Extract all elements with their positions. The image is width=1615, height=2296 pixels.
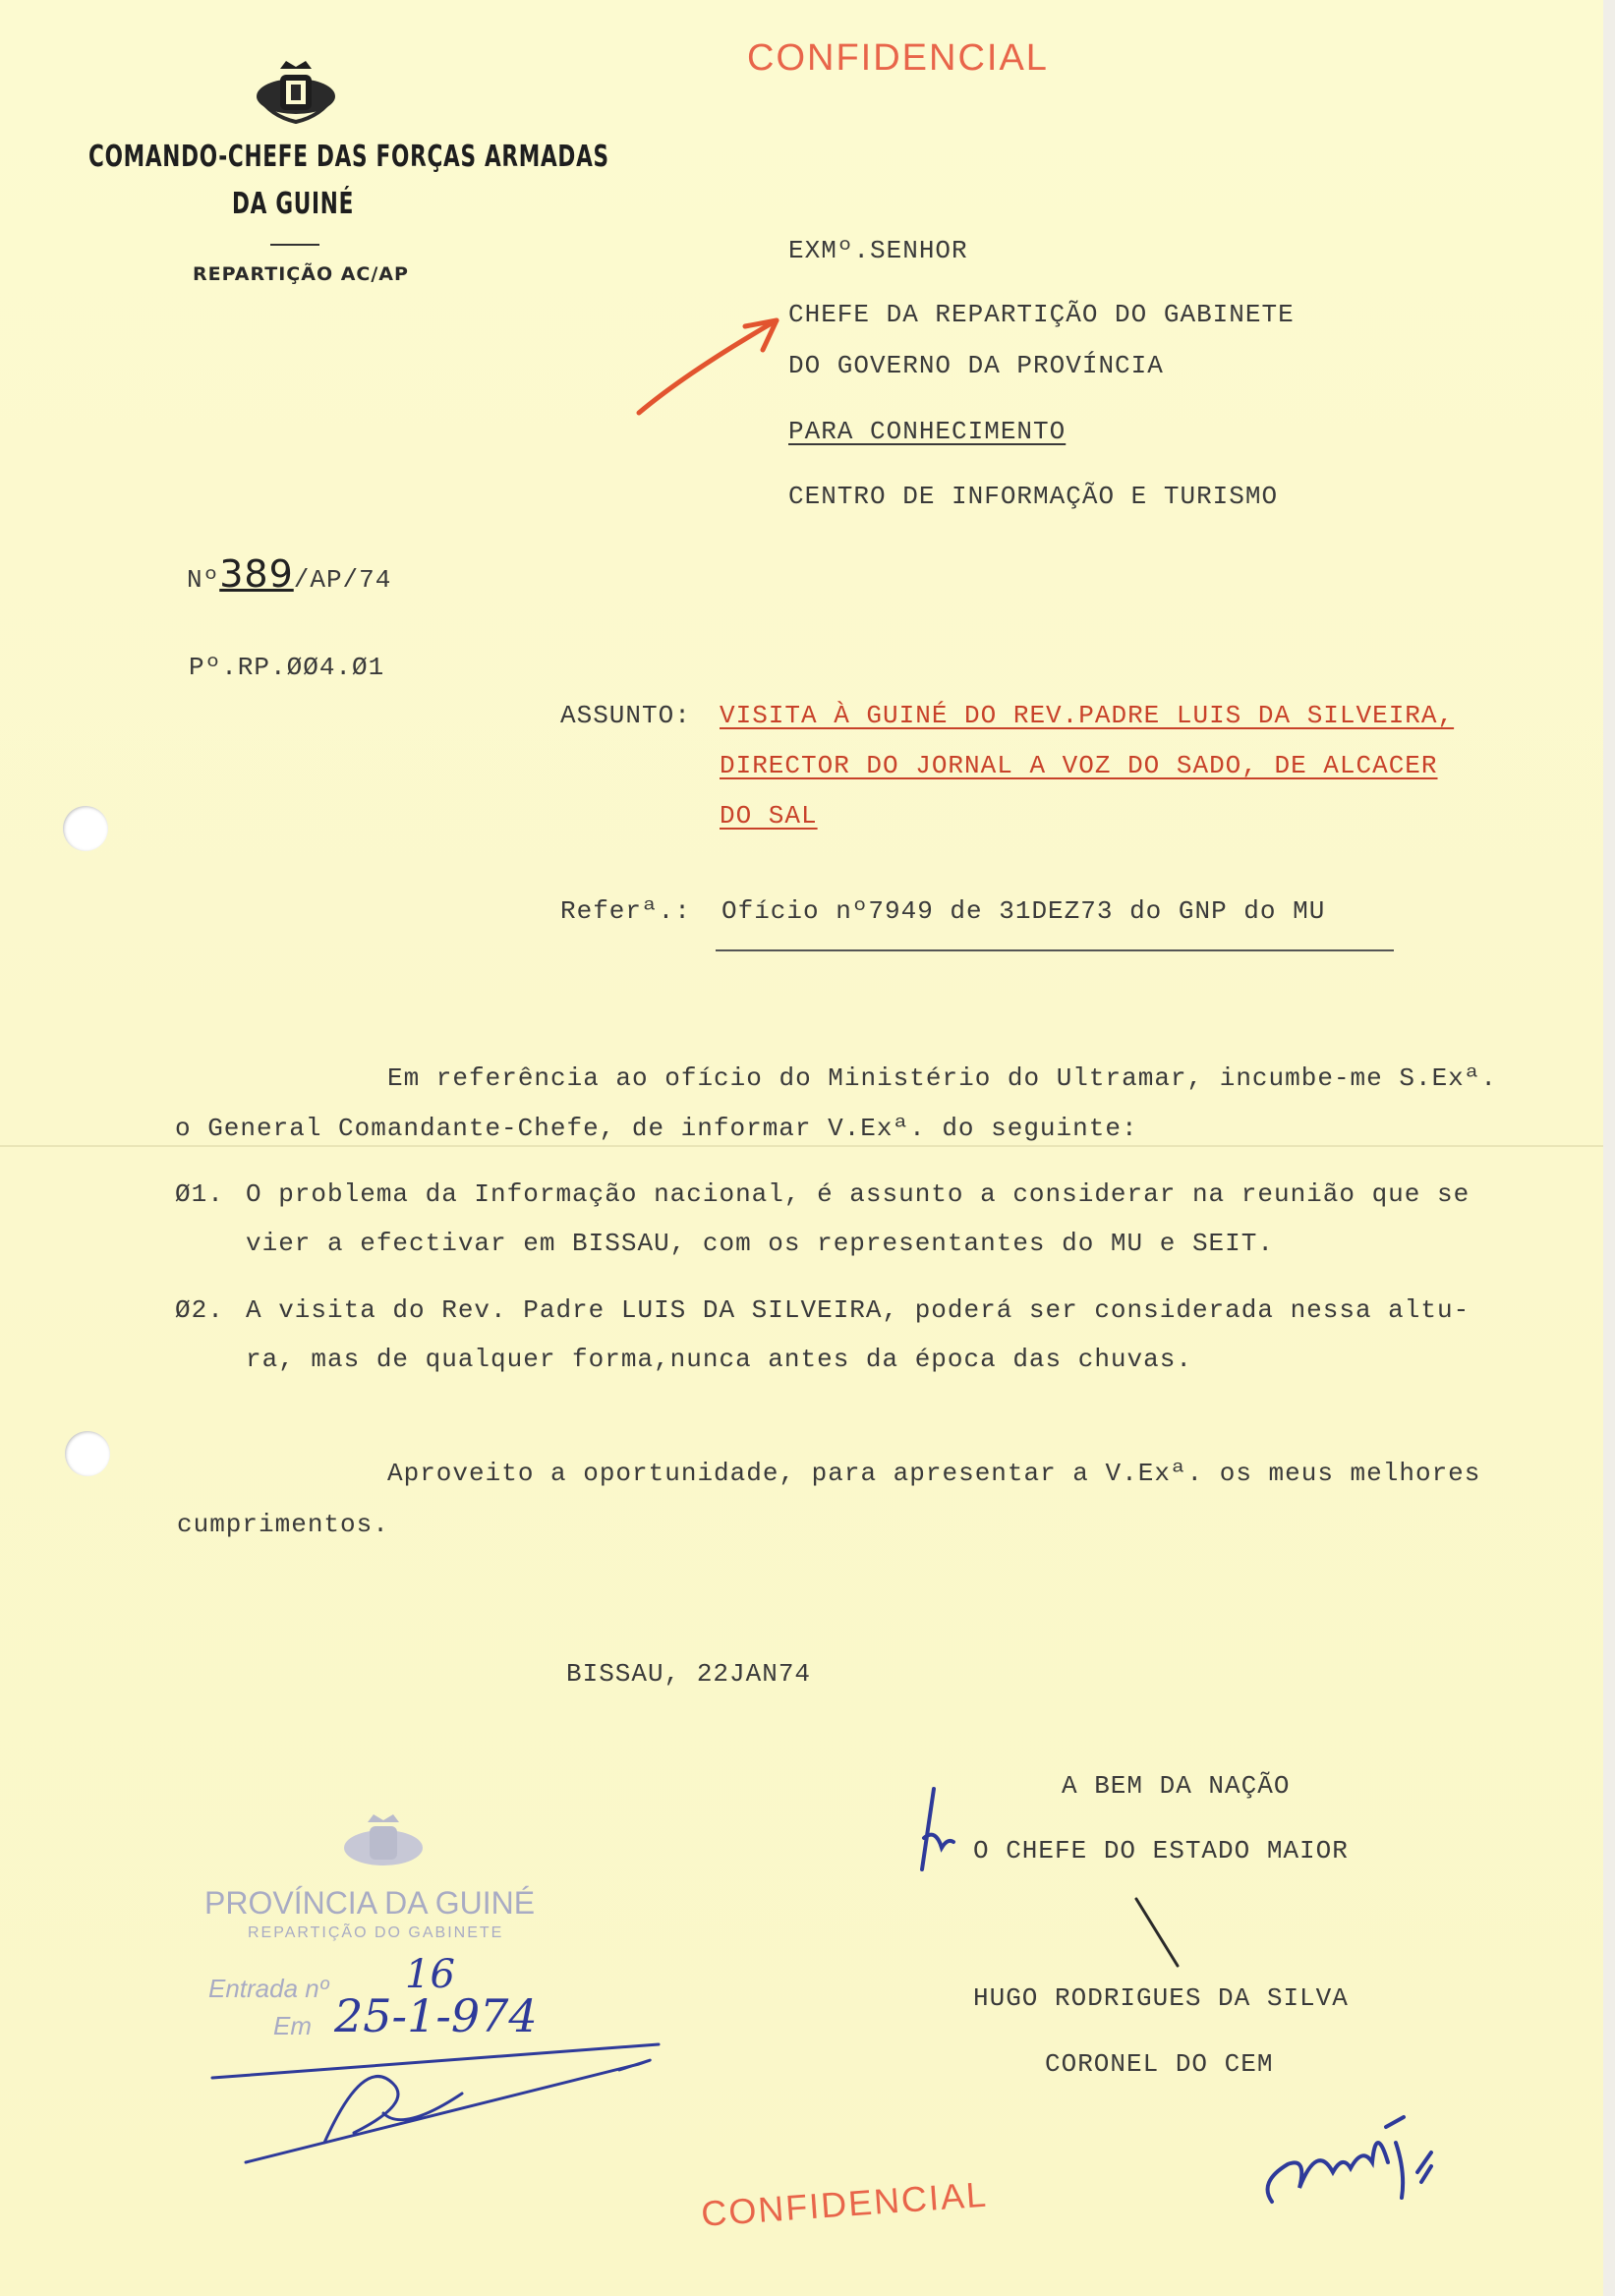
subject-line3: DO SAL	[720, 801, 818, 831]
process-number: Pº.RP.ØØ4.Ø1	[189, 653, 385, 682]
receipt-entry-number: 16	[405, 1952, 455, 1997]
header-command: COMANDO-CHEFE DAS FORÇAS ARMADAS	[88, 140, 609, 174]
confidential-stamp-top: CONFIDENCIAL	[747, 37, 1049, 79]
addressee-line1: CHEFE DA REPARTIÇÃO DO GABINETE	[788, 300, 1295, 329]
fold-line	[0, 1145, 1615, 1147]
header-guinea: DA GUINÉ	[232, 187, 355, 221]
receipt-date-value: 25-1-974	[334, 1989, 538, 2042]
signature-icon	[1248, 2103, 1445, 2231]
signature-title: O CHEFE DO ESTADO MAIOR	[973, 1836, 1349, 1866]
item1-line2: vier a efectivar em BISSAU, com os representantes do MU e SEIT.	[246, 1229, 1274, 1258]
receipt-date-label: Em	[273, 2011, 312, 2040]
punch-hole-top	[63, 806, 108, 851]
reference-handwritten-number: 389	[219, 552, 294, 596]
paper-edge	[1603, 0, 1615, 2296]
faded-emblem-icon	[334, 1808, 433, 1877]
header-department: REPARTIÇÃO AC/AP	[193, 263, 409, 285]
cc-label: PARA CONHECIMENTO	[788, 417, 1067, 446]
red-arrow-icon	[629, 313, 786, 421]
body-para1-line1: Em referência ao ofício do Ministério do Ultramar, incumbe-me S.Exª.	[387, 1063, 1497, 1093]
body-para1-line2: o General Comandante-Chefe, de informar V.Exª. do seguinte:	[175, 1114, 1138, 1143]
header-divider	[270, 244, 319, 246]
receipt-office: REPARTIÇÃO DO GABINETE	[248, 1924, 504, 1941]
signature-rank: CORONEL DO CEM	[1045, 2049, 1274, 2079]
addressee-line2: DO GOVERNO DA PROVÍNCIA	[788, 351, 1164, 380]
subject-line1: VISITA À GUINÉ DO REV.PADRE LUIS DA SILVEIRA,	[720, 701, 1455, 730]
reference-suffix: /AP/74	[293, 565, 392, 595]
item2-line2: ra, mas de qualquer forma,nunca antes da época das chuvas.	[246, 1345, 1192, 1374]
closing-line1: Aproveito a oportunidade, para apresentar a V.Exª. os meus melhores	[387, 1459, 1481, 1488]
coat-of-arms-icon	[251, 57, 341, 128]
reference-number	[187, 552, 391, 596]
item2-line1: A visita do Rev. Padre LUIS DA SILVEIRA, poderá ser considerada nessa altu-	[246, 1295, 1471, 1325]
signature-motto: A BEM DA NAÇÃO	[1062, 1771, 1291, 1801]
punch-hole-bottom	[65, 1431, 110, 1476]
subject-line2: DIRECTOR DO JORNAL A VOZ DO SADO, DE ALCACER	[720, 751, 1438, 780]
receipt-entry-label: Entrada nº	[208, 1974, 329, 2003]
refer-underline	[716, 949, 1394, 951]
reference-prefix: Nº	[187, 565, 220, 595]
closing-line2: cumprimentos.	[177, 1510, 389, 1539]
addressee-salutation: EXMº.SENHOR	[788, 236, 968, 265]
item1-line1: O problema da Informação nacional, é assunto a considerar na reunião que se	[246, 1179, 1471, 1209]
refer-text: Ofício nº7949 de 31DEZ73 do GNP do MU	[721, 896, 1326, 926]
item2-number: Ø2.	[175, 1295, 224, 1325]
cc-line: CENTRO DE INFORMAÇÃO E TURISMO	[788, 482, 1279, 511]
signature-name: HUGO RODRIGUES DA SILVA	[973, 1983, 1349, 2013]
receipt-signature-icon	[206, 2025, 668, 2172]
refer-label: Referª.:	[560, 896, 691, 926]
handwritten-initial-icon	[914, 1779, 973, 1877]
dateline: BISSAU, 22JAN74	[566, 1659, 812, 1689]
confidential-stamp-bottom: CONFIDENCIAL	[700, 2173, 990, 2234]
subject-label: ASSUNTO:	[560, 701, 691, 730]
receipt-province: PROVÍNCIA DA GUINÉ	[204, 1885, 536, 1921]
item1-number: Ø1.	[175, 1179, 224, 1209]
signature-stroke-icon	[1130, 1895, 1189, 1974]
